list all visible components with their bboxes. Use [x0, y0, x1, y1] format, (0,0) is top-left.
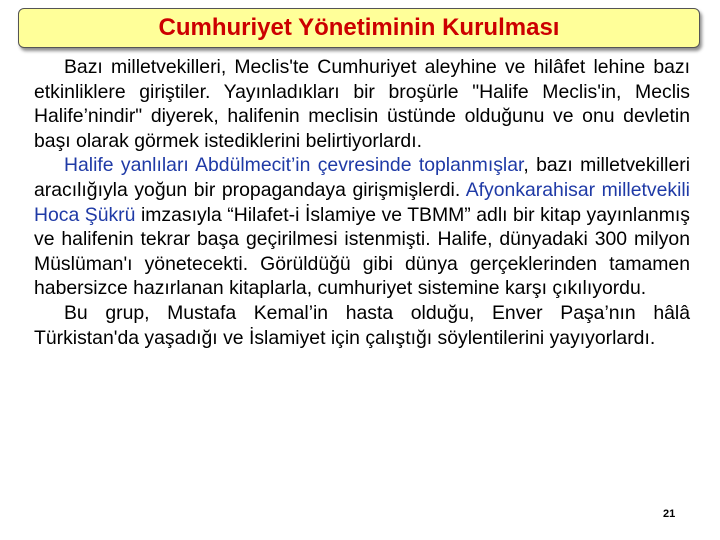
title-banner	[18, 8, 700, 48]
body-text	[34, 55, 690, 350]
paragraph-3: Bu grup, Mustafa Kemal’in hasta olduğu, Enver Paşa’nın hâlâ Türkistan'da yaşadığı ve İslamiyet için çalıştığı söylentilerini yayıyorlardı.	[34, 301, 690, 349]
paragraph-text: , bazı milletvekilleri aracılığıyla yoğun bir propagandaya girişmişlerdi.	[34, 154, 690, 201]
paragraph-1: Bazı milletvekilleri, Meclis'te Cumhuriyet aleyhine ve hilâfet lehine bazı etkinliklere giriştiler. Yayınladıkları bir broşürle "Halife Meclis'in, Meclis Halife’nindir" diyerek, halifenin meclisin üstünde olduğunu ve onu devletin başı olarak görmek istediklerini belirtiyorlardı.	[34, 56, 690, 152]
page-title: Cumhuriyet Yönetiminin Kurulması	[158, 14, 560, 41]
highlight-text: Halife yanlıları Abdülmecit’in çevresinde toplanmışlar	[64, 154, 524, 177]
paragraph-text: imzasıyla “Hilafet-i İslamiye ve TBMM” adlı bir kitap yayınlanmış ve halifenin tekrar başa geçirilmesi istenmişti. Halife, dünyadaki 300 milyon Müslüman'ı yönetecekti. Görüldüğü gibi dünya gerçeklerinden tamamen habersizce hazırlanan kitaplarla, cumhuriyet sistemine karşı çıkılıyordu.	[34, 203, 691, 300]
page-number: 21	[663, 508, 676, 520]
highlight-text: Afyonkarahisar milletvekili Hoca Şükrü	[34, 178, 690, 226]
paragraph-2	[34, 153, 690, 301]
